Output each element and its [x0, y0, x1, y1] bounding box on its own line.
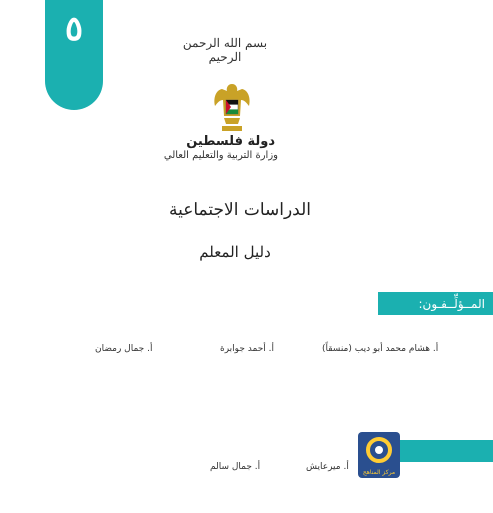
basmala-calligraphy: بسم الله الرحمن الرحيم [182, 36, 268, 64]
state-name: دولة فلسطين [186, 134, 275, 149]
grade-number: ٥ [64, 9, 84, 49]
subject-title: الدراسات الاجتماعية [168, 200, 312, 220]
curriculum-center-logo [358, 432, 400, 478]
authors-heading-bar [378, 292, 493, 315]
authors-heading: المــؤلِّــفـون: [418, 296, 485, 311]
palestine-eagle-emblem-icon [210, 80, 254, 134]
curriculum-center-logo-text: مركز المناهج [362, 469, 396, 476]
curriculum-center-logo-icon [358, 432, 400, 468]
author-name: أ. أحمد جوابرة [220, 344, 274, 354]
grade-tab [45, 0, 103, 110]
author-name: أ. هشام محمد أبو ديب (منسقاً) [322, 344, 439, 354]
guide-title: دليل المعلم [199, 243, 271, 261]
author-name: أ. ميرعايش [306, 462, 349, 472]
bottom-accent-bar [398, 440, 493, 462]
author-name: أ. جمال رمضان [95, 344, 153, 354]
author-name: أ. جمال سالم [210, 462, 261, 472]
ministry-name: وزارة التربية والتعليم العالي [163, 150, 278, 161]
